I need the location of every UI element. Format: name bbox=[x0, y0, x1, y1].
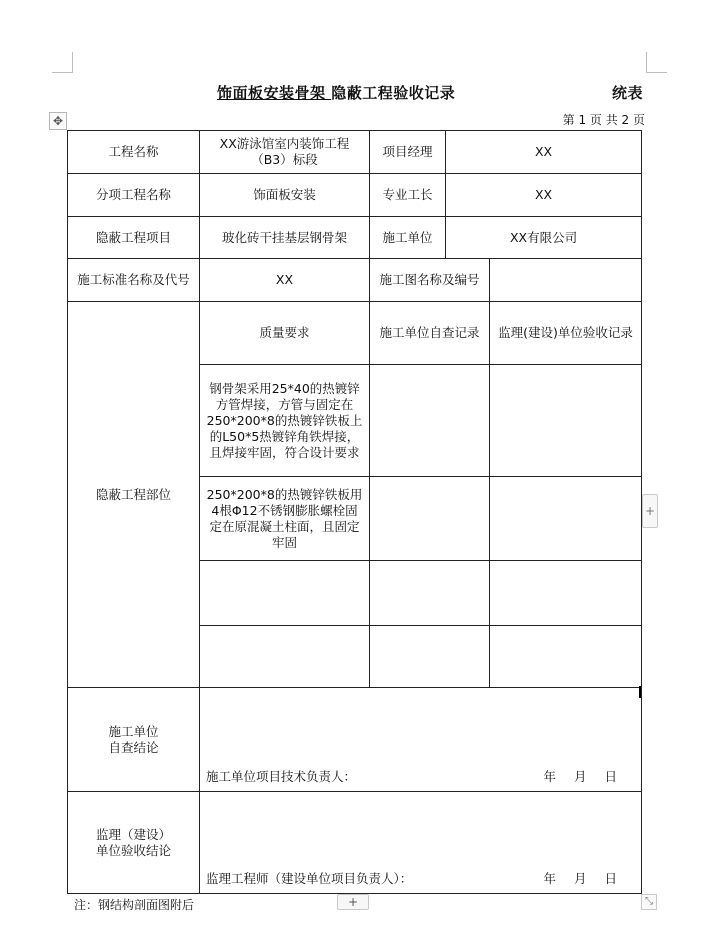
drawing-label: 施工图名称及编号 bbox=[370, 259, 490, 302]
quality-requirement-header: 质量要求 bbox=[200, 302, 370, 365]
foreman-label: 专业工长 bbox=[370, 174, 446, 217]
table-row bbox=[68, 302, 642, 365]
project-name-label: 工程名称 bbox=[68, 131, 200, 174]
date-year: 年 bbox=[543, 871, 556, 886]
hidden-section-label: 隐蔽工程部位 bbox=[68, 302, 200, 688]
contractor-value[interactable]: XX有限公司 bbox=[446, 217, 642, 259]
self-conclusion-cell[interactable] bbox=[200, 688, 642, 792]
supervision-conclusion-cell[interactable] bbox=[200, 792, 642, 894]
title-part-two: 隐蔽工程验收记录 bbox=[331, 84, 456, 102]
manager-label: 项目经理 bbox=[370, 131, 446, 174]
supervision-cell-1[interactable] bbox=[490, 365, 642, 477]
supervision-date bbox=[525, 871, 635, 887]
title-right-mark: 统表 bbox=[612, 84, 644, 102]
date-month: 月 bbox=[573, 871, 587, 886]
hidden-item-label: 隐蔽工程项目 bbox=[68, 217, 200, 259]
self-date bbox=[525, 769, 635, 785]
supervision-cell-2[interactable] bbox=[490, 477, 642, 561]
sub-project-value[interactable]: 饰面板安装 bbox=[200, 174, 370, 217]
quality-item-1[interactable]: 钢骨架采用25*40的热镀锌方管焊接，方管与固定在250*200*8的热镀锌铁板上的L50*5热镀锌角铁焊接，且焊接牢固，符合设计要求 bbox=[200, 365, 370, 477]
supervision-cell-4[interactable] bbox=[490, 626, 642, 688]
date-month: 月 bbox=[573, 769, 587, 784]
inspection-form-table bbox=[67, 130, 642, 894]
self-check-cell-3[interactable] bbox=[370, 561, 490, 626]
title-part-one: 饰面板安装骨架 bbox=[217, 84, 332, 102]
self-conclusion-label-line-2: 自查结论 bbox=[108, 739, 159, 755]
manager-value[interactable]: XX bbox=[446, 131, 642, 174]
self-signer-label: 施工单位项目技术负责人： bbox=[206, 769, 357, 784]
contractor-label: 施工单位 bbox=[370, 217, 446, 259]
table-row bbox=[68, 174, 642, 217]
date-day: 日 bbox=[604, 769, 618, 784]
document-title bbox=[60, 82, 645, 104]
page-number: 第 1 页 共 2 页 bbox=[562, 113, 645, 127]
quality-item-2[interactable]: 250*200*8的热镀锌铁板用4根Φ12不锈钢膨胀螺栓固定在原混凝土柱面，且固定牢固 bbox=[200, 477, 370, 561]
supervision-record-header: 监理(建设)单位验收记录 bbox=[490, 302, 642, 365]
supervision-conclusion-label-line-1: 监理（建设） bbox=[95, 826, 171, 842]
hidden-item-value[interactable]: 玻化砖干挂基层钢骨架 bbox=[200, 217, 370, 259]
sub-project-label: 分项工程名称 bbox=[68, 174, 200, 217]
self-check-header: 施工单位自查记录 bbox=[370, 302, 490, 365]
project-name-value[interactable]: XX游泳馆室内装饰工程（B3）标段 bbox=[200, 131, 370, 174]
self-check-cell-2[interactable] bbox=[370, 477, 490, 561]
table-move-icon[interactable]: ✥ bbox=[49, 112, 67, 130]
standard-label: 施工标准名称及代号 bbox=[68, 259, 200, 302]
date-day: 日 bbox=[604, 871, 618, 886]
quality-item-3[interactable] bbox=[200, 561, 370, 626]
self-conclusion-label-line-1: 施工单位 bbox=[108, 723, 159, 739]
foreman-value[interactable]: XX bbox=[446, 174, 642, 217]
footnote: 注：钢结构剖面图附后 bbox=[74, 898, 195, 912]
add-row-button[interactable]: + bbox=[337, 894, 369, 910]
date-year: 年 bbox=[543, 769, 556, 784]
self-check-cell-4[interactable] bbox=[370, 626, 490, 688]
supervision-signer-label: 监理工程师（建设单位项目负责人）： bbox=[206, 871, 413, 886]
table-row bbox=[68, 792, 642, 894]
add-column-button[interactable]: + bbox=[642, 494, 658, 528]
table-resize-icon[interactable]: ⤡ bbox=[641, 894, 657, 910]
drawing-value[interactable] bbox=[490, 259, 642, 302]
supervision-conclusion-label bbox=[68, 792, 200, 894]
quality-item-4[interactable] bbox=[200, 626, 370, 688]
table-row bbox=[68, 131, 642, 174]
text-cursor bbox=[639, 686, 641, 698]
supervision-cell-3[interactable] bbox=[490, 561, 642, 626]
table-row bbox=[68, 217, 642, 259]
crop-mark-top-left bbox=[52, 52, 73, 73]
table-row bbox=[68, 688, 642, 792]
table-row bbox=[68, 259, 642, 302]
self-conclusion-label bbox=[68, 688, 200, 792]
crop-mark-top-right bbox=[646, 52, 667, 73]
supervision-conclusion-label-line-2: 单位验收结论 bbox=[95, 842, 171, 858]
standard-value[interactable]: XX bbox=[200, 259, 370, 302]
self-check-cell-1[interactable] bbox=[370, 365, 490, 477]
